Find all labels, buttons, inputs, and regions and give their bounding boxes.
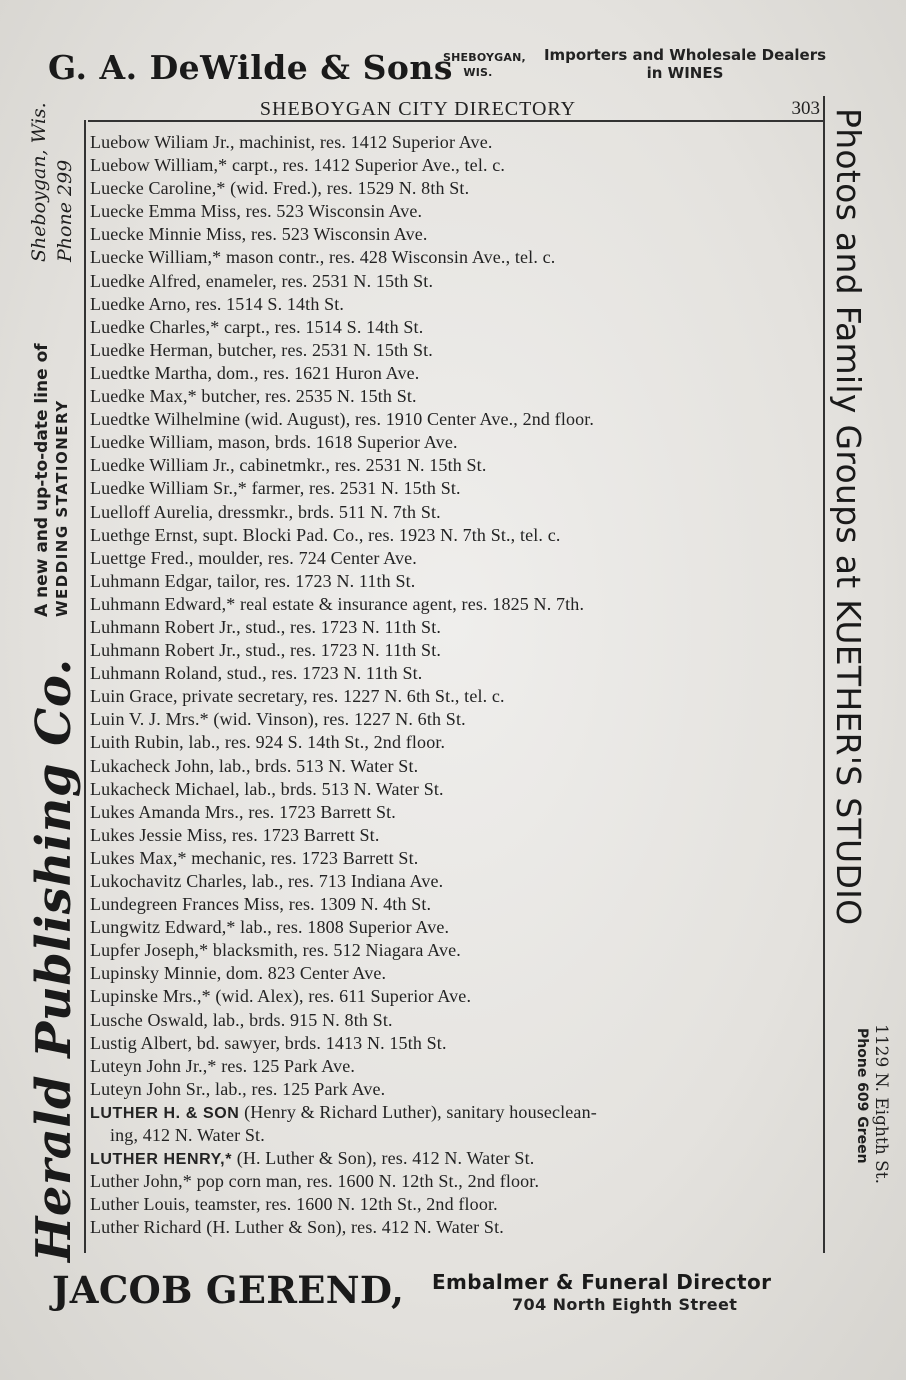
listing-entry: Lukes Jessie Miss, res. 1723 Barrett St. [90, 824, 380, 845]
listing-entry: Luedke William Sr.,* farmer, res. 2531 N. 15th St. [90, 478, 461, 499]
listing-entry: Lusche Oswald, lab., brds. 915 N. 8th St. [90, 1009, 393, 1030]
listing-entry-luther-henry [90, 1147, 826, 1170]
bottom-ad-title: Embalmer & Funeral Director [432, 1270, 772, 1294]
left-ad-company: Herald Publishing Co. [26, 658, 82, 1262]
top-advertisement [0, 40, 906, 96]
listing-entry: Luebow William,* carpt., res. 1412 Superior Ave., tel. c. [90, 155, 506, 176]
listing-entry: Lupinske Mrs.,* (wid. Alex), res. 611 Superior Ave. [90, 986, 472, 1007]
header-rule [88, 120, 824, 122]
listing-entry: Luedke Arno, res. 1514 S. 14th St. [90, 293, 345, 314]
top-ad-city [443, 50, 526, 80]
left-side-advertisement [20, 62, 130, 1262]
right-ad-contact [852, 1024, 890, 1264]
listing-entry: Luedke William, mason, brds. 1618 Superior Ave. [90, 432, 458, 453]
listing-entry: Luith Rubin, lab., res. 924 S. 14th St., 2nd floor. [90, 732, 446, 753]
listing-entry: Luecke Emma Miss, res. 523 Wisconsin Ave. [90, 201, 423, 222]
left-ad-phone: Phone 299 [54, 159, 76, 262]
bottom-advertisement [0, 1262, 906, 1332]
directory-title: SHEBOYGAN CITY DIRECTORY [259, 98, 577, 120]
entry-name-bold: LUTHER H. & SON [90, 1104, 240, 1122]
listing-entry: Luedke Alfred, enameler, res. 2531 N. 15th St. [90, 270, 434, 291]
top-ad-tagline [520, 46, 850, 82]
left-ad-contact [26, 52, 78, 262]
listing-entry: Luteyn John Sr., lab., res. 125 Park Ave. [90, 1078, 386, 1099]
listing-entry: Luedtke Wilhelmine (wid. August), res. 1910 Center Ave., 2nd floor. [90, 409, 595, 430]
listing-entry: Luin Grace, private secretary, res. 1227 N. 6th St., tel. c. [90, 686, 505, 707]
listing-entry: Luhmann Robert Jr., stud., res. 1723 N. 11th St. [90, 616, 442, 637]
listing-entry: Luhmann Roland, stud., res. 1723 N. 11th St. [90, 663, 423, 684]
top-ad-tagline-line2: in WINES [646, 64, 724, 82]
top-ad-tagline-line1: Importers and Wholesale Dealers [543, 46, 827, 64]
listing-entry: Lukacheck John, lab., brds. 513 N. Water St. [90, 755, 419, 776]
listing-entry-continuation: ing, 412 N. Water St. [110, 1125, 265, 1146]
listing-entry: Luhmann Edgar, tailor, res. 1723 N. 11th St. [90, 570, 416, 591]
top-ad-city-line2: WIS. [463, 66, 493, 79]
listing-entry: Luecke Caroline,* (wid. Fred.), res. 1529 N. 8th St. [90, 178, 470, 199]
bottom-ad-name: JACOB GEREND, [52, 1268, 405, 1312]
entry-text: (Henry & Richard Luther), sanitary houseclean- [239, 1101, 597, 1122]
bottom-ad-address: 704 North Eighth Street [512, 1295, 738, 1314]
top-ad-firm-name: G. A. DeWilde & Sons [48, 48, 453, 87]
listing-entry: Luteyn John Jr.,* res. 125 Park Ave. [90, 1055, 356, 1076]
left-ad-line1: A new and up-to-date line of [32, 343, 52, 617]
listing-entry: Luettge Fred., moulder, res. 724 Center Ave. [90, 547, 417, 568]
listing-entry: Luther Richard (H. Luther & Son), res. 412 N. Water St. [90, 1217, 504, 1238]
listing-entry: Lukes Amanda Mrs., res. 1723 Barrett St. [90, 801, 396, 822]
listing-entry: Luedke Max,* butcher, res. 2535 N. 15th St. [90, 386, 417, 407]
listing-entry: Luedke William Jr., cabinetmkr., res. 2531 N. 15th St. [90, 455, 487, 476]
listing-entry: Lukochavitz Charles, lab., res. 713 Indiana Ave. [90, 871, 444, 891]
listing-entry: Lupinsky Minnie, dom. 823 Center Ave. [90, 963, 387, 984]
right-ad-phone: Phone 609 Green [854, 1028, 870, 1164]
entry-name-bold: LUTHER HENRY,* [90, 1151, 233, 1169]
listing-entry: Luther John,* pop corn man, res. 1600 N. 12th St., 2nd floor. [90, 1171, 540, 1192]
listing-entry: Lukacheck Michael, lab., brds. 513 N. Water St. [90, 778, 444, 799]
left-ad-line2: WEDDING STATIONERY [53, 399, 71, 617]
page-number: 303 [791, 98, 820, 119]
listing-entry: Lustig Albert, bd. sawyer, brds. 1413 N. 15th St. [90, 1032, 447, 1053]
listing-entry: Lukes Max,* mechanic, res. 1723 Barrett St. [90, 847, 419, 868]
listing-entry: Luethge Ernst, supt. Blocki Pad. Co., res. 1923 N. 7th St., tel. c. [90, 524, 561, 545]
listing-entry: Luhmann Robert Jr., stud., res. 1723 N. 11th St. [90, 640, 442, 661]
listing-entry-luther-son [90, 1101, 826, 1124]
listing-entry: Luecke William,* mason contr., res. 428 Wisconsin Ave., tel. c. [90, 247, 556, 268]
listing-entry: Luin V. J. Mrs.* (wid. Vinson), res. 1227 N. 6th St. [90, 709, 466, 730]
listing-entry: Luedke Herman, butcher, res. 2531 N. 15th St. [90, 339, 433, 360]
listing-entry: Lundegreen Frances Miss, res. 1309 N. 4th St. [90, 894, 432, 915]
right-side-advertisement [790, 102, 891, 1252]
entry-text: (H. Luther & Son), res. 412 N. Water St. [232, 1148, 535, 1169]
listing-entry: Luecke Minnie Miss, res. 523 Wisconsin Ave. [90, 224, 428, 245]
left-ad-offer [32, 257, 72, 617]
left-ad-city: Sheboygan, Wis. [28, 102, 50, 262]
listing-entry: Luhmann Edward,* real estate & insurance agent, res. 1825 N. 7th. [90, 593, 585, 614]
right-ad-text: Photos and Family Groups at KUETHER'S STUDIO [829, 108, 868, 926]
listing-entry: Luedtke Martha, dom., res. 1621 Huron Ave. [90, 362, 420, 383]
listing-entry: Lupfer Joseph,* blacksmith, res. 512 Niagara Ave. [90, 940, 461, 961]
listing-entry: Luedke Charles,* carpt., res. 1514 S. 14th St. [90, 316, 424, 337]
listing-entry: Luelloff Aurelia, dressmkr., brds. 511 N. 7th St. [90, 501, 441, 522]
directory-listing [90, 131, 826, 1240]
listing-entry: Lungwitz Edward,* lab., res. 1808 Superior Ave. [90, 917, 450, 938]
right-ad-address: 1129 N. Eighth St. [871, 1024, 891, 1185]
listing-entry: Luther Louis, teamster, res. 1600 N. 12th St., 2nd floor. [90, 1194, 498, 1215]
listing-entry: Luebow Wiliam Jr., machinist, res. 1412 Superior Ave. [90, 132, 493, 152]
top-ad-city-line1: SHEBOYGAN, [443, 51, 526, 64]
